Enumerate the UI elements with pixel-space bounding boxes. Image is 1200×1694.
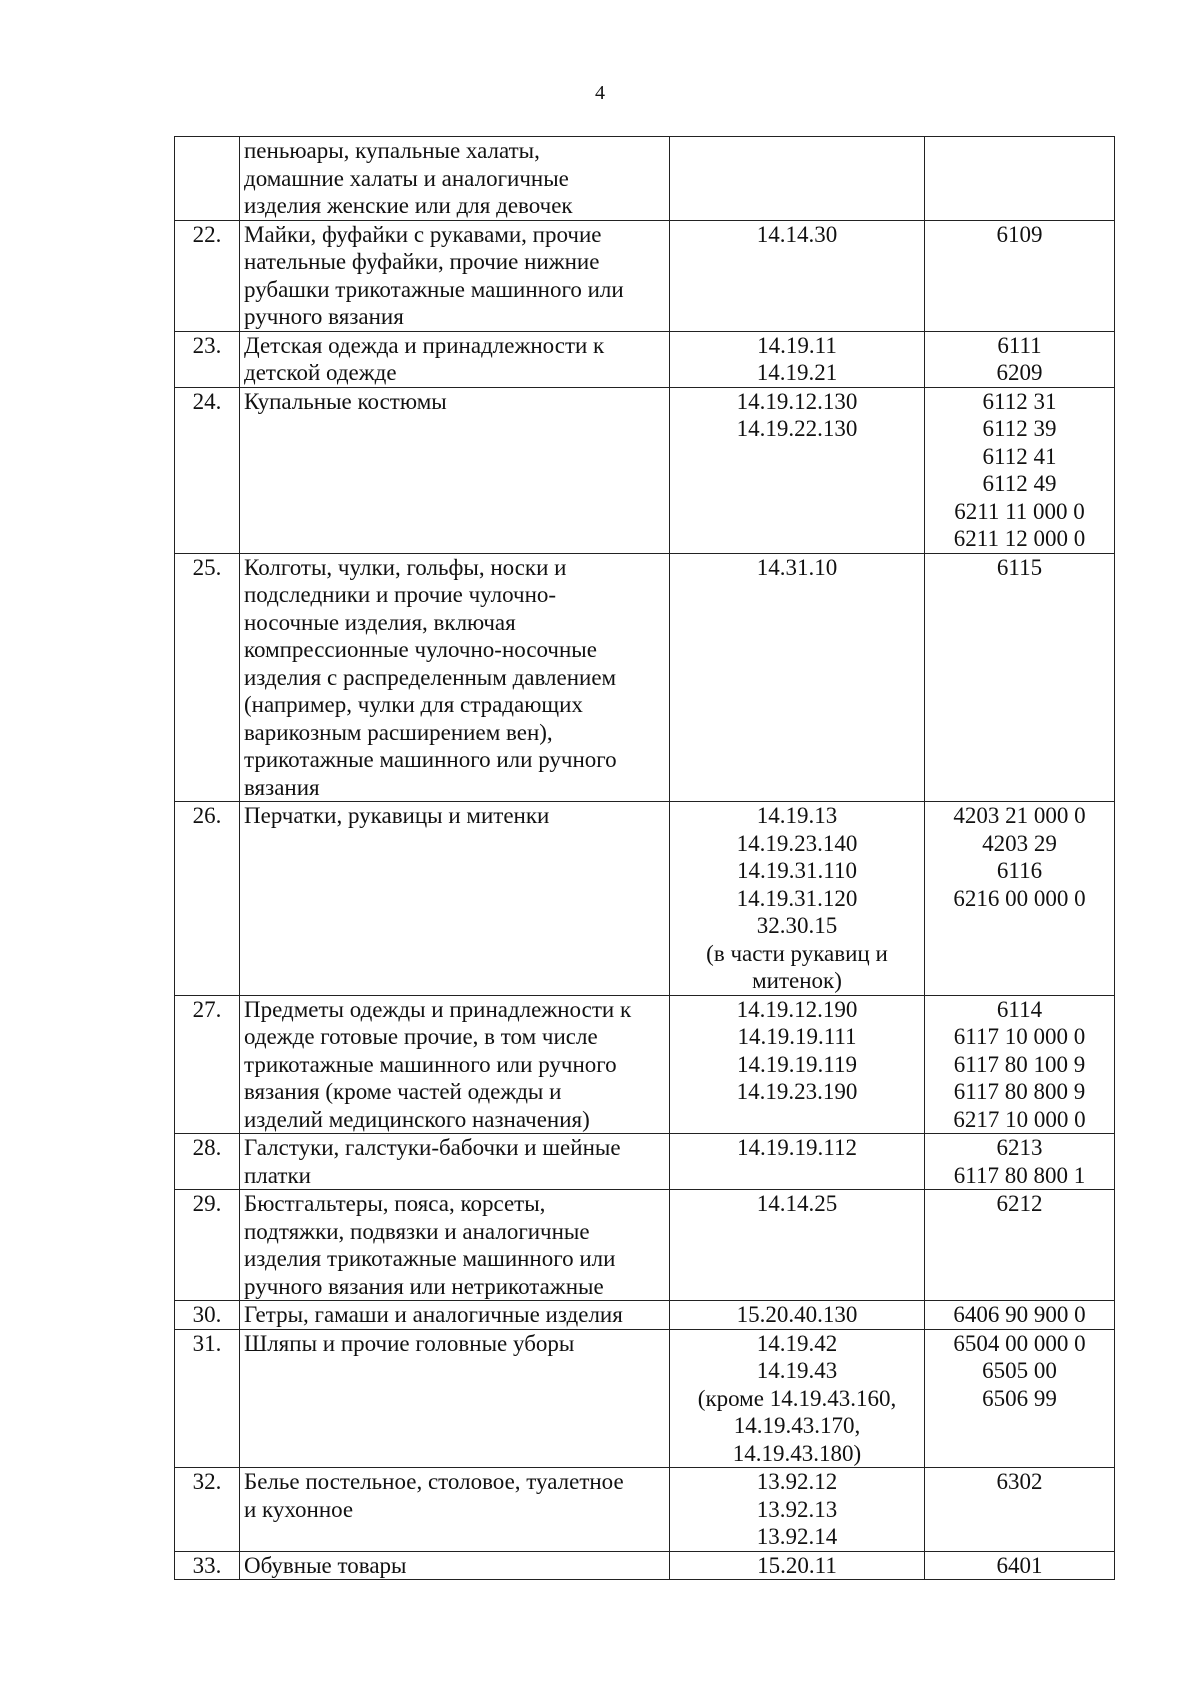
table-row [175,220,1115,331]
okpd-code: 14.19.12.130 [736,388,858,414]
okpd-code: 14.19.31.120 [736,885,858,911]
okpd-code: 14.19.43.180) [732,1440,862,1466]
row-number: 33. [175,1551,240,1580]
okpd-code: 14.19.23.190 [736,1079,858,1104]
row-number: 26. [175,802,240,996]
okpd-code-cell [670,802,925,996]
tnved-code: 6114 [996,996,1043,1022]
item-name-line: нательные фуфайки, прочие нижние [244,249,600,274]
okpd-code: 14.31.10 [756,554,838,580]
table-row [175,1301,1115,1330]
okpd-code-cell [670,1134,925,1190]
table-row [175,137,1115,221]
item-name-line: ручного вязания или нетрикотажные [244,1273,604,1299]
okpd-code: 15.20.40.130 [736,1302,858,1327]
item-name-cell [240,802,670,996]
tnved-code-cell [925,1551,1115,1580]
item-name-line: рубашки трикотажные машинного или [244,276,624,302]
tnved-code: 6117 80 100 9 [953,1051,1086,1077]
tnved-code-cell [925,137,1115,221]
okpd-code: 13.92.13 [756,1496,838,1522]
tnved-code: 6216 00 000 0 [953,885,1086,911]
table-row [175,1468,1115,1552]
tnved-code: 4203 21 000 0 [953,803,1086,828]
okpd-code: 13.92.12 [756,1469,838,1494]
item-name-line: вязания (кроме частей одежды и [244,1079,562,1104]
item-name-line: изделий медицинского назначения) [244,1106,590,1132]
okpd-code: 14.19.19.119 [737,1051,857,1077]
item-name-line: и кухонное [244,1496,354,1522]
okpd-code-cell [670,1329,925,1468]
item-name-cell [240,137,670,221]
okpd-code-cell [670,331,925,387]
item-name-cell [240,387,670,553]
okpd-code: 13.92.14 [756,1524,838,1549]
table-row [175,1329,1115,1468]
tnved-code: 6217 10 000 0 [953,1106,1086,1132]
table-row [175,387,1115,553]
row-number: 25. [175,553,240,802]
okpd-code-cell [670,1190,925,1301]
item-name-cell [240,1134,670,1190]
tnved-code: 6213 [996,1135,1043,1160]
item-name-cell [240,995,670,1134]
item-name-cell [240,553,670,802]
tnved-code: 6211 12 000 0 [953,526,1086,551]
table-row [175,331,1115,387]
item-name-line: изделия женские или для девочек [244,193,573,218]
tnved-code: 6112 31 [982,388,1057,414]
okpd-code-cell [670,1468,925,1552]
okpd-code: 14.19.31.110 [737,858,857,883]
tnved-code: 6211 11 000 0 [954,498,1085,524]
item-name-cell [240,220,670,331]
tnved-code: 6117 80 800 1 [953,1162,1086,1188]
item-name-line: варикозным расширением вен), [244,719,553,745]
okpd-code-cell [670,387,925,553]
item-name-line: Белье постельное, столовое, туалетное [244,1469,624,1494]
row-number: 23. [175,331,240,387]
item-name-line: изделия с распределенным давлением [244,664,617,690]
item-name-line: детской одежде [244,360,397,385]
item-name-line: подтяжки, подвязки и аналогичные [244,1218,590,1244]
okpd-code: 14.19.19.112 [737,1135,857,1160]
item-name-line: (например, чулки для страдающих [244,692,583,717]
row-number: 24. [175,387,240,553]
item-name-cell [240,1329,670,1468]
tnved-code: 6406 90 900 0 [953,1302,1086,1327]
item-name-line: трикотажные машинного или ручного [244,1051,617,1077]
okpd-code-cell [670,553,925,802]
okpd-code: 14.19.43 [756,1358,838,1383]
tnved-code: 6209 [996,360,1043,385]
tnved-code-cell [925,995,1115,1134]
item-name-line: изделия трикотажные машинного или [244,1246,616,1271]
okpd-code: 15.20.11 [757,1552,837,1578]
tnved-code-cell [925,387,1115,553]
item-name-line: подследники и прочие чулочно- [244,582,557,607]
okpd-code: 14.19.43.170, [733,1413,861,1438]
item-name-line: Купальные костюмы [244,388,447,414]
okpd-code: 14.14.25 [756,1191,838,1216]
tnved-code: 6109 [996,221,1043,247]
okpd-code: (кроме 14.19.43.160, [697,1385,897,1411]
tnved-code: 6112 41 [982,443,1057,469]
item-name-line: Перчатки, рукавицы и митенки [244,803,550,828]
item-name-line: Шляпы и прочие головные уборы [244,1330,575,1356]
item-name-line: Галстуки, галстуки-бабочки и шейные [244,1135,621,1160]
okpd-code: (в части рукавиц и [706,940,888,966]
tnved-code: 6117 80 800 9 [953,1079,1086,1104]
okpd-code: 14.19.21 [756,360,838,385]
okpd-code-cell [670,1551,925,1580]
tnved-code: 6212 [996,1191,1043,1216]
row-number: 31. [175,1329,240,1468]
item-name-line: Майки, фуфайки с рукавами, прочие [244,221,602,247]
table-row [175,1551,1115,1580]
okpd-code-cell [670,137,925,221]
tnved-code-cell [925,553,1115,802]
tnved-code-cell [925,1301,1115,1330]
okpd-code: митенок) [752,968,842,993]
tnved-code: 6401 [996,1552,1043,1578]
okpd-code: 14.19.12.190 [736,996,858,1022]
item-name-line: Гетры, гамаши и аналогичные изделия [244,1302,623,1327]
item-name-line: носочные изделия, включая [244,609,516,635]
item-name-line: Обувные товары [244,1552,407,1578]
row-number: 32. [175,1468,240,1552]
item-name-line: ручного вязания [244,304,404,329]
okpd-code-cell [670,995,925,1134]
item-name-line: Колготы, чулки, гольфы, носки и [244,554,567,580]
okpd-code: 14.19.23.140 [736,830,858,856]
page-number: 4 [595,82,605,104]
tnved-code: 6112 39 [982,416,1057,441]
tnved-code: 6302 [996,1469,1043,1494]
tnved-code: 6505 00 [982,1358,1057,1383]
tnved-code-cell [925,220,1115,331]
item-name-line: платки [244,1162,311,1188]
row-number: 27. [175,995,240,1134]
tnved-code-cell [925,1468,1115,1552]
item-name-line: Предметы одежды и принадлежности к [244,996,632,1022]
okpd-code-cell [670,1301,925,1330]
table-row [175,553,1115,802]
item-name-line: Бюстгальтеры, пояса, корсеты, [244,1191,546,1216]
row-number: 29. [175,1190,240,1301]
tnved-code: 6117 10 000 0 [953,1024,1086,1049]
row-number [175,137,240,221]
tnved-code: 4203 29 [982,830,1057,856]
tnved-code-cell [925,1134,1115,1190]
item-name-line: Детская одежда и принадлежности к [244,332,605,358]
item-name-line: вязания [244,774,320,800]
row-number: 22. [175,220,240,331]
okpd-code: 14.19.42 [756,1330,838,1356]
item-name-line: одежде готовые прочие, в том числе [244,1024,598,1049]
okpd-code: 32.30.15 [756,913,838,938]
tnved-code-cell [925,1190,1115,1301]
tnved-code-cell [925,331,1115,387]
table-row [175,802,1115,996]
tnved-code: 6115 [996,554,1043,580]
okpd-code: 14.19.19.111 [737,1024,857,1049]
table-row [175,1134,1115,1190]
okpd-code: 14.14.30 [756,221,838,247]
tnved-code-cell [925,1329,1115,1468]
item-name-cell [240,1301,670,1330]
tnved-code-cell [925,802,1115,996]
tnved-code: 6116 [996,858,1043,883]
item-name-cell [240,1190,670,1301]
tnved-code: 6111 [997,332,1042,358]
okpd-code: 14.19.11 [757,332,837,358]
row-number: 28. [175,1134,240,1190]
item-name-line: домашние халаты и аналогичные [244,165,569,191]
row-number: 30. [175,1301,240,1330]
okpd-code: 14.19.13 [756,803,838,828]
item-name-cell [240,1468,670,1552]
tnved-code: 6506 99 [982,1385,1057,1411]
tnved-code: 6112 49 [982,471,1057,496]
item-name-cell [240,331,670,387]
okpd-code-cell [670,220,925,331]
table-row [175,995,1115,1134]
item-name-line: трикотажные машинного или ручного [244,747,617,772]
item-name-line: компрессионные чулочно-носочные [244,637,597,662]
item-name-line: пеньюары, купальные халаты, [244,138,540,163]
item-name-cell [240,1551,670,1580]
goods-table [174,136,1115,1580]
okpd-code: 14.19.22.130 [736,416,858,441]
goods-table-body [175,137,1115,1580]
tnved-code: 6504 00 000 0 [953,1330,1086,1356]
table-row [175,1190,1115,1301]
